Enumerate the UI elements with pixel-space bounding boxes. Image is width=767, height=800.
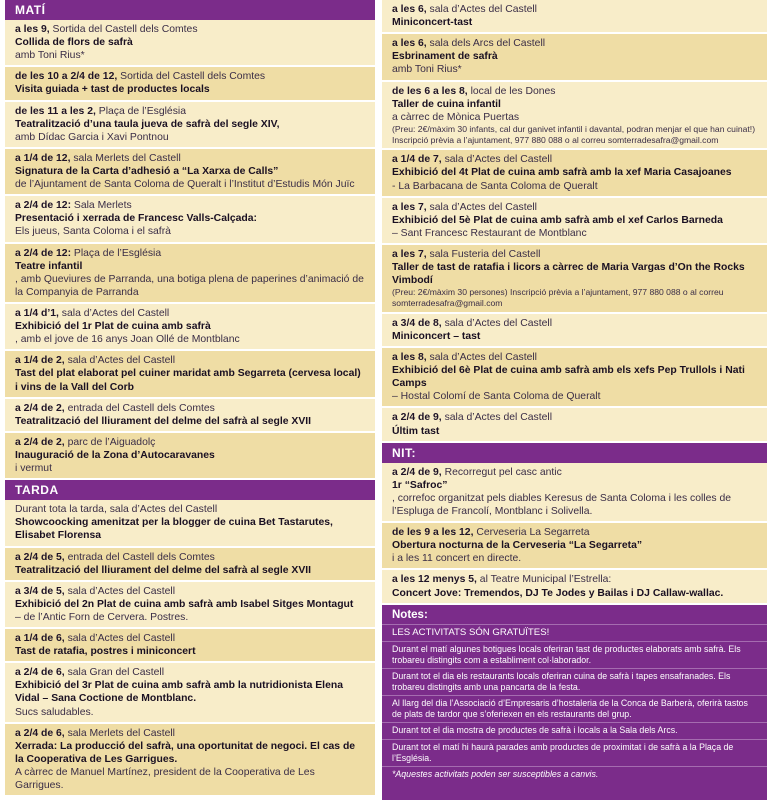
- event-title: Showcoocking amenitzat per la blogger de cuina Bet Tastarutes, Elisabet Florensa: [15, 517, 333, 542]
- event-item: [382, 198, 767, 245]
- event-title: Miniconcert – tast: [392, 330, 481, 342]
- event-place: Plaça de l’Església: [95, 105, 186, 117]
- event-title: Visita guiada + tast de productes locals: [15, 84, 210, 96]
- event-place: sala d’Actes del Castell: [58, 307, 170, 319]
- event-description: amb Dídac Garcia i Xavi Pontnou: [15, 131, 169, 143]
- event-place: entrada del Castell dels Comtes: [64, 402, 215, 414]
- event-item: [5, 196, 375, 243]
- event-time: a les 6,: [392, 38, 427, 50]
- event-title: Collida de flors de safrà: [15, 37, 133, 49]
- event-description: i vermut: [15, 463, 52, 475]
- event-description: – de l’Antic Forn de Cervera. Postres.: [15, 611, 189, 623]
- event-item: [382, 570, 767, 604]
- event-title: Concert Jove: Tremendos, DJ Te Jodes y Bailas i DJ Callaw-wallac.: [392, 587, 724, 599]
- nit-event-list: [382, 463, 767, 605]
- event-place: sala d’Actes del Castell: [441, 412, 552, 424]
- event-place: al Teatre Municipal l’Estrella:: [476, 574, 612, 586]
- event-item: [5, 724, 375, 798]
- event-description: , amb Queviures de Parranda, una botiga plena de paperines d’animació de la Companyia de Parranda: [15, 273, 364, 298]
- event-place: sala Merlets del Castell: [70, 152, 181, 164]
- event-time: a les 8,: [392, 352, 427, 364]
- event-description: – Hostal Colomí de Santa Coloma de Queralt: [392, 391, 601, 403]
- event-time: a les 6,: [392, 4, 427, 15]
- section-header-tarda: TARDA: [5, 480, 375, 500]
- note-line: LES ACTIVITATS SÓN GRATUÏTES!: [382, 624, 767, 642]
- note-line: Durant el matí algunes botigues locals oferiran tast de productes elaborats amb safrà. Els trobareu distingits com a establiment col·laborador.: [382, 641, 767, 668]
- event-time: a les 7,: [392, 249, 427, 260]
- event-title: Últim tast: [392, 425, 440, 437]
- event-item: [5, 102, 375, 149]
- event-time: de les 9 a les 12,: [392, 527, 474, 539]
- event-time: a 3/4 de 5,: [15, 585, 65, 597]
- event-place: sala dels Arcs del Castell: [426, 38, 546, 50]
- event-title: Exhibició del 3r Plat de cuina amb safrà amb la nutridionista Elena Vidal – Sana Coctione de Montblanc.: [15, 680, 343, 705]
- event-title: Teatralització d’una taula jueva de safrà del segle XIV,: [15, 118, 280, 130]
- event-title: Exhibició del 4t Plat de cuina amb safrà amb la xef Maria Casajoanes: [392, 167, 732, 179]
- event-item: [5, 244, 375, 304]
- event-item: [5, 433, 375, 480]
- event-time: a les 9,: [15, 24, 50, 35]
- event-time: de les 11 a les 2,: [15, 105, 96, 117]
- event-item: [382, 150, 767, 197]
- event-description: - La Barbacana de Santa Coloma de Queralt: [392, 180, 598, 192]
- event-place: sala Gran del Castell: [64, 667, 165, 679]
- event-time: de les 10 a 2/4 de 12,: [15, 71, 118, 83]
- event-place: parc de l’Aiguadolç: [64, 436, 156, 448]
- event-title: Exhibició del 6è Plat de cuina amb safrà amb els xefs Pep Trullols i Nati Camps: [392, 365, 745, 390]
- event-description: amb Toni Rius*: [15, 50, 85, 62]
- event-title: Taller de tast de ratafia i licors a càrrec de Maria Vargas d’On the Rocks Vimbodí: [392, 262, 745, 287]
- event-place: sala d’Actes del Castell: [64, 633, 175, 645]
- section-header-mati: MATÍ: [5, 0, 375, 20]
- event-time: a 1/4 de 6,: [15, 633, 65, 645]
- event-place: entrada del Castell dels Comtes: [64, 551, 215, 563]
- event-description: A càrrec de Manuel Martínez, president de la Cooperativa de Les Garrigues.: [15, 767, 315, 792]
- notes-title: Notes:: [392, 608, 428, 621]
- event-time: a 2/4 de 12:: [15, 247, 72, 259]
- event-time: a 1/4 de 12,: [15, 152, 71, 164]
- event-time: a les 12 menys 5,: [392, 574, 477, 586]
- event-item: [382, 82, 767, 151]
- event-place: sala d’Actes del Castell: [441, 154, 552, 166]
- event-title: Exhibició del 5è Plat de cuina amb safrà amb el xef Carlos Barneda: [392, 214, 723, 226]
- notes-lines: [382, 624, 767, 783]
- event-time: a 3/4 de 8,: [392, 317, 442, 329]
- note-line: Durant tot el dia els restaurants locals oferiran cuina de safrà i tapes ensafranades. Els trobareu distingits amb una pancarta de la festa.: [382, 668, 767, 695]
- event-title: Tast de ratafia, postres i miniconcert: [15, 646, 196, 658]
- note-line: *Aquestes activitats poden ser susceptibles a canvis.: [382, 766, 767, 783]
- event-title: Inauguració de la Zona d’Autocaravanes: [15, 449, 215, 461]
- event-details: (Preu: 2€/màxim 30 persones) Inscripció prèvia a l’ajuntament, 977 880 088 o al correu somterradesafra@gmail.com: [392, 287, 724, 309]
- event-place: Recorregut pel casc antic: [441, 466, 562, 478]
- event-place: sala d’Actes del Castell: [441, 317, 552, 329]
- event-description: Els jueus, Santa Coloma i el safrà: [15, 226, 171, 238]
- event-title: Obertura nocturna de la Cerveseria “La Segarreta”: [392, 540, 643, 552]
- event-description: de l’Ajuntament de Santa Coloma de Queralt i l’Institut d’Estudis Món Juïc: [15, 179, 355, 191]
- event-item: [382, 523, 767, 570]
- event-title: Xerrada: La producció del safrà, una oportunitat de negoci. El cas de la Cooperativa de Les Garrigues.: [15, 740, 356, 765]
- notes-box: [382, 605, 767, 800]
- event-item: [5, 500, 375, 547]
- event-item: [5, 304, 375, 351]
- event-item: [5, 149, 375, 196]
- event-time: a 2/4 de 12:: [15, 200, 72, 212]
- event-item: [382, 348, 767, 408]
- event-title: Taller de cuina infantil: [392, 98, 501, 110]
- event-title: Signatura de la Carta d’adhesió a “La Xarxa de Calls”: [15, 165, 279, 177]
- event-title: Presentació i xerrada de Francesc Valls-Calçada:: [15, 213, 257, 225]
- right-column: [382, 0, 767, 800]
- event-item: [5, 67, 375, 101]
- event-item: [5, 20, 375, 67]
- event-title: Teatralització del lliurament del delme del safrà al segle XVII: [15, 415, 312, 427]
- event-time: a 1/4 de 2,: [15, 355, 65, 367]
- event-item: [382, 0, 767, 34]
- note-line: Al llarg del dia l’Associació d’Empresaris d’hostaleria de la Conca de Barberà, oferirà tastos de plats de tardor que s’oferiexen en els restaurants del grup.: [382, 695, 767, 722]
- event-item: [382, 463, 767, 523]
- event-time: a 2/4 de 9,: [392, 466, 442, 478]
- event-item: [382, 408, 767, 442]
- event-time: a 2/4 de 9,: [392, 412, 442, 424]
- note-line: Durant tot el dia mostra de productes de safrà i locals a la Sala dels Arcs.: [382, 722, 767, 739]
- event-place: Sortida del Castell dels Comtes: [117, 71, 266, 83]
- event-item: [5, 351, 375, 398]
- event-title: Exhibició del 1r Plat de cuina amb safrà: [15, 321, 211, 333]
- event-place: sala Fusteria del Castell: [426, 249, 541, 260]
- event-place: local de les Dones: [467, 85, 556, 97]
- note-line: Durant tot el matí hi haurà parades amb productes de proximitat i de safrà a la Plaça de l’Església.: [382, 739, 767, 766]
- mati-event-list: [5, 20, 375, 480]
- event-item: [5, 548, 375, 582]
- event-place: Durant tota la tarda, sala d’Actes del Castell: [15, 504, 218, 516]
- event-time: a 2/4 de 5,: [15, 551, 65, 563]
- event-time: a 2/4 de 2,: [15, 436, 65, 448]
- event-time: a 1/4 d’1,: [15, 307, 59, 319]
- event-item: [382, 34, 767, 81]
- event-place: sala d’Actes del Castell: [426, 201, 537, 213]
- event-place: sala d’Actes del Castell: [426, 352, 537, 364]
- event-description: amb Toni Rius*: [392, 64, 462, 76]
- event-time: a 1/4 de 7,: [392, 154, 442, 166]
- event-title: 1r “Safroc”: [392, 479, 448, 491]
- event-title: Teatralització del lliurament del delme del safrà al segle XVII: [15, 564, 312, 576]
- event-place: sala d’Actes del Castell: [426, 4, 537, 15]
- event-item: [5, 663, 375, 723]
- event-description: , amb el jove de 16 anys Joan Ollé de Montblanc: [15, 334, 240, 346]
- event-place: Cerveseria La Segarreta: [473, 527, 590, 539]
- event-time: a 2/4 de 6,: [15, 667, 65, 679]
- event-description: , correfoc organitzat pels diables Keresus de Santa Coloma i les colles de l’Espluga de Francolí, Montblanc i Solivella.: [392, 492, 732, 517]
- event-description: – Sant Francesc Restaurant de Montblanc: [392, 227, 587, 239]
- event-item: [382, 314, 767, 348]
- event-title: Exhibició del 2n Plat de cuina amb safrà amb Isabel Sitges Montagut: [15, 598, 354, 610]
- event-description: i a les 11 concert en directe.: [392, 553, 522, 565]
- section-header-nit: NIT:: [382, 443, 767, 463]
- event-time: a 2/4 de 6,: [15, 727, 65, 739]
- event-title: Esbrinament de safrà: [392, 51, 498, 63]
- event-time: a 2/4 de 2,: [15, 402, 65, 414]
- event-title: Tast del plat elaborat pel cuiner maridat amb Segarreta (cervesa local) i vins de la Vall del Corb: [15, 368, 361, 393]
- event-place: Sortida del Castell dels Comtes: [49, 24, 198, 35]
- event-place: sala d’Actes del Castell: [64, 355, 175, 367]
- event-title: Miniconcert-tast: [392, 17, 473, 29]
- event-time: a les 7,: [392, 201, 427, 213]
- afternoon-event-list: [382, 0, 767, 443]
- left-column: [5, 0, 375, 800]
- event-place: sala Merlets del Castell: [64, 727, 175, 739]
- event-item: [5, 582, 375, 629]
- event-time: de les 6 a les 8,: [392, 85, 468, 97]
- event-item: [382, 245, 767, 314]
- tarda-event-list: [5, 500, 375, 797]
- event-description: a càrrec de Mònica Puertas: [392, 111, 520, 123]
- event-place: Plaça de l’Església: [71, 247, 162, 259]
- event-place: Sala Merlets: [71, 200, 132, 212]
- event-details: (Preu: 2€/màxim 30 infants, cal dur ganivet infantil i davantal, podran menjar el que han cuinat!) Inscripció prèvia a l’ajuntament, 977 880 088 o al correu somterradesafra@gmail.com: [392, 123, 756, 145]
- event-title: Teatre infantil: [15, 260, 83, 272]
- event-item: [5, 399, 375, 433]
- event-place: sala d’Actes del Castell: [64, 585, 175, 597]
- event-item: [5, 629, 375, 663]
- event-description: Sucs saludables.: [15, 706, 94, 718]
